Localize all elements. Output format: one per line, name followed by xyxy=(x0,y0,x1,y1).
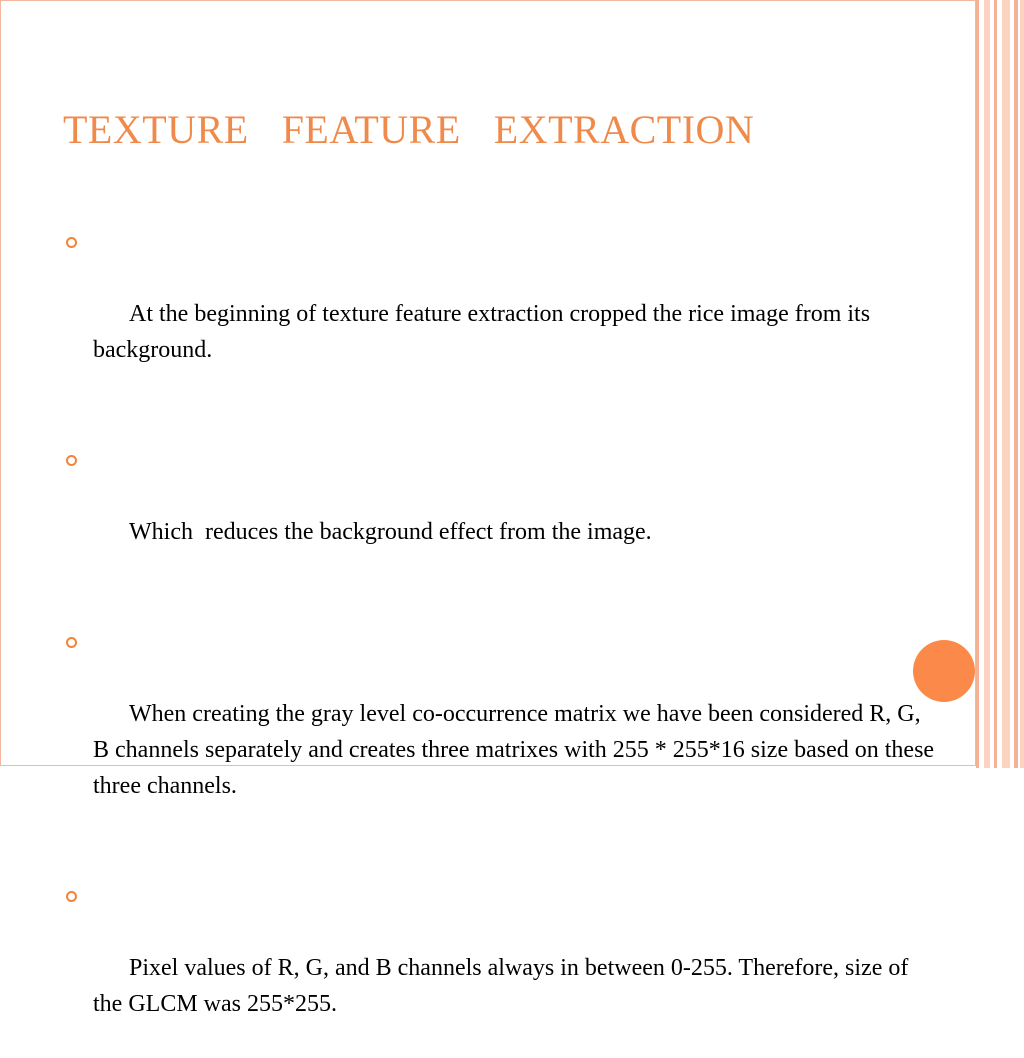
bullet-item xyxy=(66,442,936,586)
bullet-item xyxy=(66,878,936,1058)
slide-title: TEXTURE FEATURE EXTRACTION xyxy=(63,107,755,152)
bullet-text: When creating the gray level co-occurrence matrix we have been considered R, G, B channels separately and creates three matrixes with 255 * 255*16 size based on these three channels. xyxy=(93,701,941,799)
bullet-item xyxy=(66,224,936,404)
decorative-stripes xyxy=(976,0,1024,768)
decorative-circle xyxy=(913,640,975,702)
stripe xyxy=(976,0,979,768)
stripe xyxy=(1002,0,1010,768)
bullet-text: At the beginning of texture feature extraction cropped the rice image from its background. xyxy=(93,301,877,363)
bullet-ring-icon xyxy=(66,455,77,466)
bullet-text: Which reduces the background effect from the image. xyxy=(129,519,652,545)
bullet-text: Pixel values of R, G, and B channels always in between 0-255. Therefore, size of the GLCM was 255*255. xyxy=(93,955,915,1017)
bullet-ring-icon xyxy=(66,237,77,248)
stripe xyxy=(1014,0,1018,768)
bullet-ring-icon xyxy=(66,637,77,648)
stripe xyxy=(984,0,990,768)
stripe xyxy=(1020,0,1024,768)
bullet-item xyxy=(66,624,941,840)
bullet-list xyxy=(66,224,941,1058)
stripe xyxy=(994,0,997,768)
bullet-ring-icon xyxy=(66,891,77,902)
